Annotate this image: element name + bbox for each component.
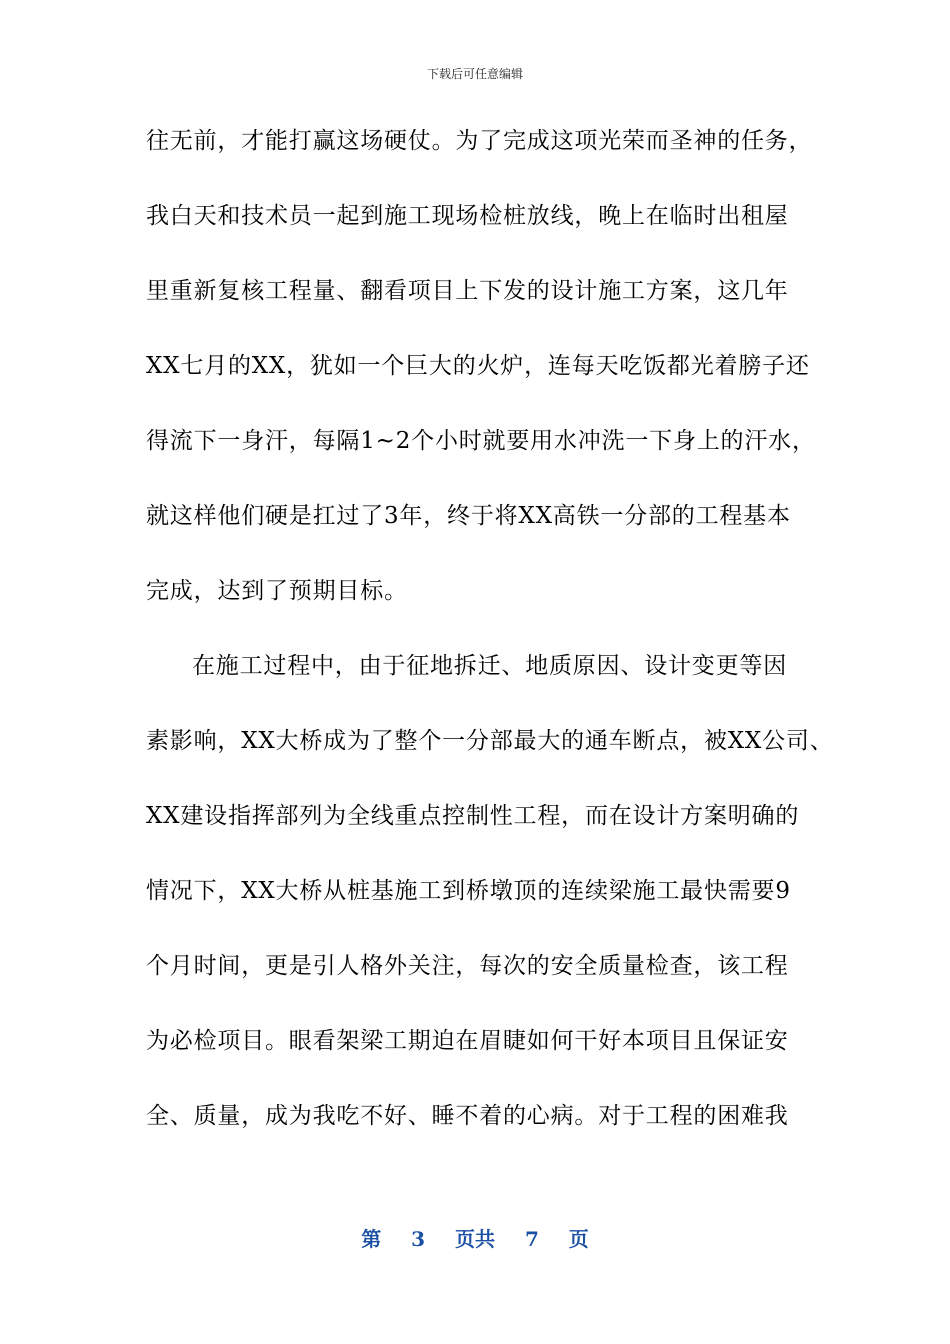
text-line: 全、质量，成为我吃不好、睡不着的心病。对于工程的困难我	[146, 1103, 789, 1129]
text-line: 得流下一身汗，每隔1~2个小时就要用水冲洗一下身上的汗水，	[146, 428, 816, 454]
page-prefix: 第	[361, 1227, 382, 1251]
text-line: 我白天和技术员一起到施工现场检桩放线，晚上在临时出租屋	[146, 203, 789, 229]
page-mid: 页共	[455, 1227, 495, 1251]
page-suffix: 页	[568, 1227, 589, 1251]
text-line: 往无前，才能打赢这场硬仗。为了完成这项光荣而圣神的任务，	[146, 128, 813, 154]
text-line: XX七月的XX，犹如一个巨大的火炉，连每天吃饭都光着膀子还	[146, 353, 810, 379]
text-line: 个月时间，更是引人格外关注，每次的安全质量检查，该工程	[146, 953, 789, 979]
text-line: 里重新复核工程量、翻看项目上下发的设计施工方案，这几年	[146, 278, 789, 304]
page-footer	[0, 1226, 950, 1252]
text-line: 完成，达到了预期目标。	[146, 578, 408, 604]
text-line: 情况下，XX大桥从桩基施工到桥墩顶的连续梁施工最快需要9	[146, 878, 791, 904]
paragraph-start-line: 在施工过程中，由于征地拆迁、地质原因、设计变更等因	[192, 653, 787, 679]
text-line: 素影响，XX大桥成为了整个一分部最大的通车断点，被XX公司、	[146, 728, 834, 754]
page-number: 3	[411, 1227, 426, 1251]
header-note: 下载后可任意编辑	[426, 67, 523, 81]
document-body	[146, 118, 866, 1168]
text-line: 为必检项目。眼看架梁工期迫在眉睫如何干好本项目且保证安	[146, 1028, 789, 1054]
text-line: 就这样他们硬是扛过了3年，终于将XX高铁一分部的工程基本	[146, 503, 791, 529]
page-total: 7	[524, 1227, 539, 1251]
text-line: XX建设指挥部列为全线重点控制性工程，而在设计方案明确的	[146, 803, 800, 829]
